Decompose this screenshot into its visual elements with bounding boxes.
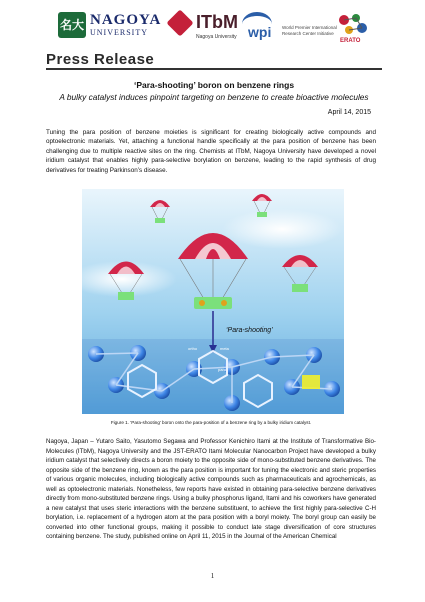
wpi-sub: World Premier International Research Center Initiative <box>282 25 337 36</box>
erato-name: ERATO <box>340 38 361 44</box>
body-paragraph: Nagoya, Japan – Yutaro Saito, Yasutomo Segawa and Professor Kenichiro Itami at the Institute of Transformative Bio-Molecules (ITbM), Nagoya University and the JST-ERATO Itami Molecular Nanocarbon Project have developed a bulky iridium catalyst that selectively directs a boron moiety to the opposite side of mono-substituted benzene derivatives. The opposite side of the benzene ring, known as the para position is important for tuning the electronic and steric properties of various organic molecules, including biologically active compounds such as pharmaceuticals and agrochemicals, as well as optoelectronic materials. Nonetheless, few reports have existed in obtaining para-selective benzene derivatives directly from mono-substituted benzene rings. Using a bulky phosphorus ligand, Itami and his coworkers have generated a new catalyst that uses steric interactions with the benzene substituent, to achieve the first highly para-selective C-H borylation, i.e. replacement of a hydrogen atom at the para position with a boryl moiety. The boryl group can easily be converted into other functional groups, making it possible to conduct late stage diversification of core structures containing benzene. The study, published online on April 11, 2015 in the Journal of the American Chemical <box>46 438 376 540</box>
figure-para-shooting <box>82 189 344 414</box>
figure-illustration <box>82 189 344 414</box>
ortho-label: ortho <box>188 346 198 351</box>
page-number: 1 <box>210 572 215 580</box>
wpi-name: wpi <box>248 24 272 40</box>
para-shooting-label: ‘Para-shooting’ <box>226 327 273 334</box>
figure-caption: Figure 1. ‘Para-shooting’ boron onto the para-position of a benzene ring by a bulky iridium catalyst. <box>110 420 312 425</box>
nagoya-university-emblem: 名大 <box>58 12 86 38</box>
press-release-heading: Press Release <box>46 51 155 68</box>
intro-paragraph: Tuning the para position of benzene moieties is significant for creating biologically active compounds and optoelectronic materials. Yet, attaching a functional handle specifically at the para position of benzene has been challenging due to multiple reactive sites on the ring. Chemists at ITbM, Nagoya University have developed a novel iridium catalyst that enables highly para-selective borylation on benzene, leading to the rapid synthesis of drug derivatives for treating Parkinson’s disease. <box>46 129 376 174</box>
catalyst-block <box>302 375 320 389</box>
nagoya-line1: NAGOYA <box>90 12 162 28</box>
heading-divider <box>46 68 382 70</box>
header-logos <box>0 0 425 50</box>
itbm-name: ITbM <box>196 12 238 32</box>
article-title: ‘Para-shooting’ boron on benzene rings <box>133 80 295 90</box>
erato-molecule-icon <box>336 12 370 38</box>
nagoya-university-name <box>90 12 161 38</box>
itbm-sub: Nagoya University <box>196 34 237 40</box>
erato-logo <box>336 12 370 42</box>
release-date: April 14, 2015 <box>327 109 371 116</box>
nagoya-line2: UNIVERSITY <box>90 28 148 37</box>
article-subtitle: A bulky catalyst induces pinpoint targeting on benzene to create bioactive molecules <box>59 92 369 102</box>
meta-label: meta <box>220 346 229 351</box>
para-label: para <box>218 367 227 372</box>
itbm-emblem-icon <box>166 9 193 36</box>
